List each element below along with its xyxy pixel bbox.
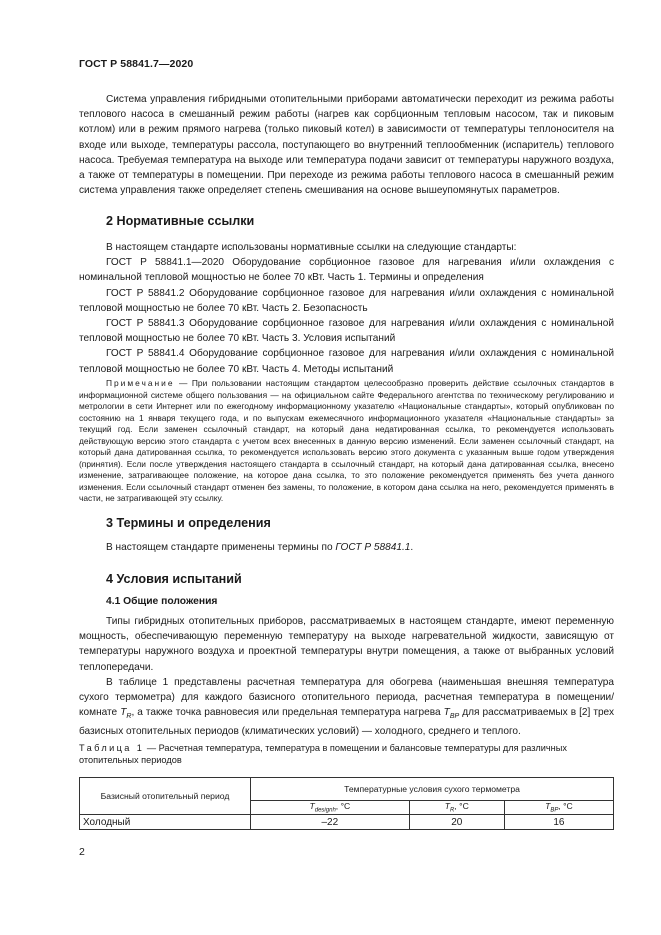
section-4-heading: 4 Условия испытаний (106, 572, 242, 586)
table-1-caption-text: — Расчетная температура, температура в помещении и балансовые температуры для различных отопительных периодов (79, 743, 567, 765)
table-header-group: Температурные условия сухого термометра (251, 778, 614, 801)
section-4-body (79, 614, 614, 740)
section-4-paragraph-2: В таблице 1 представлены расчетная температура для обогрева (наименьшая внешняя температура сухого термометра) для каждого базисного отопительного периода, расчетная температура в помещении/комнате $T_R$, а также точка равновесия или предельная температура нагрева $T_{BP}$ для рассматриваемых в [2] трех базисных отопительных периодов (климатических условий) — холодного, среднего и теплого. (79, 676, 614, 738)
table-subheader-tr: $T_R$, °C (409, 801, 504, 815)
table-cell-tr: 20 (409, 815, 504, 830)
section-2-note (79, 378, 614, 505)
table-1-label: Таблица 1 (79, 743, 145, 753)
table-subheader-tdesign: $T_{designh}$, °C (251, 801, 410, 815)
section-2-intro: В настоящем стандарте использованы нормативные ссылки на следующие стандарты: (106, 242, 517, 253)
section-3-body: В настоящем стандарте применены термины по ГОСТ Р 58841.1. (106, 542, 414, 553)
normative-ref-3: ГОСТ Р 58841.3 Оборудование сорбционное газовое для нагревания и/или охлаждения с номинальной тепловой мощностью не более 70 кВт. Часть 3. Условия испытаний (79, 318, 614, 345)
table-cell-tdesign: –22 (251, 815, 410, 830)
section-3-heading: 3 Термины и определения (106, 516, 271, 530)
note-text: — При пользовании настоящим стандартом целесообразно проверить действие ссылочных стандартов в информационной системе общего пользования — на официальном сайте Федерального агентства по техническому регулированию и метрологии в сети Интернет или по ежегодному информационному указателю «Национальные стандарты», который опубликован по состоянию на 1 января текущего года, и по выпускам ежемесячного информационного указателя «Национальные стандарты» за текущий год. Если заменен ссылочный стандарт, на который дана недатированная ссылка, то рекомендуется использовать действующую версию этого стандарта с учетом всех внесенных в данную версию изменений. Если заменен ссылочный стандарт, на который дана датированная ссылка, то рекомендуется использовать версию этого документа с указанным выше годом утверждения (принятия). Если после утверждения настоящего стандарта в ссылочный стандарт, на который дана датированная ссылка, внесено изменение, затрагивающее положение, на которое дана ссылка, то это положение рекомендуется применять без учета данного изменения. Если ссылочный стандарт отменен без замены, то положение, в котором дана ссылка на него, рекомендуется применять в части, не затрагивающей эту ссылку. (79, 378, 614, 503)
page-number: 2 (79, 846, 85, 858)
note-label: Примечание (106, 378, 175, 388)
intro-paragraph: Система управления гибридными отопительными приборами автоматически переходит из режима работы теплового насоса в смешанный режим работы (нагрев как сорбционным тепловым насосом, так и пиковым котлом) или в режим прямого нагрева (только пиковый котел) в зависимости от температуры теплоносителя на входе или выходе, температуры рассола, поступающего во внутренний теплообменник (испаритель) теплового насоса. Требуемая температура на выходе или температура подачи зависит от температуры наружного воздуха, а также от температуры в помещении. При переходе из режима работы теплового насоса в смешанный режим система управления также определяет степень смешивания на основе вышеупомянутых параметров. (79, 94, 614, 197)
intro-paragraph-block (79, 92, 614, 198)
document-header: ГОСТ Р 58841.7—2020 (79, 58, 194, 70)
subsection-4-1-heading: 4.1 Общие положения (106, 596, 218, 607)
normative-ref-4: ГОСТ Р 58841.4 Оборудование сорбционное газовое для нагревания и/или охлаждения с номинальной тепловой мощностью не более 70 кВт. Часть 4. Методы испытаний (79, 348, 614, 375)
normative-ref-1: ГОСТ Р 58841.1—2020 Оборудование сорбционное газовое для нагревания и/или охлаждения с номинальной тепловой мощностью не более 70 кВт. Часть 1. Термины и определения (79, 257, 614, 284)
table-header-period: Базисный отопительный период (80, 778, 251, 815)
section-3-ref: ГОСТ Р 58841.1 (335, 542, 411, 553)
table-1-caption (79, 743, 614, 766)
section-2-heading: 2 Нормативные ссылки (106, 214, 255, 228)
section-3-text: В настоящем стандарте применены термины по (106, 542, 336, 553)
table-cell-period: Холодный (80, 815, 251, 830)
normative-ref-2: ГОСТ Р 58841.2 Оборудование сорбционное газовое для нагревания и/или охлаждения с номинальной тепловой мощностью не более 70 кВт. Часть 2. Безопасность (79, 287, 614, 314)
table-subheader-tbp: $T_{BP}$, °C (504, 801, 613, 815)
table-cell-tbp: 16 (504, 815, 613, 830)
section-4-paragraph-1: Типы гибридных отопительных приборов, рассматриваемых в настоящем стандарте, имеют переменную мощность, обеспечивающую переменную температуру на выходе нагревательной жидкости, зависящую от температуры наружного воздуха и проектной температуры внутри помещения, а также от выбранных условий теплопередачи. (79, 616, 614, 673)
table-1 (79, 777, 614, 830)
table-row (80, 815, 614, 830)
section-2-body (79, 240, 614, 377)
